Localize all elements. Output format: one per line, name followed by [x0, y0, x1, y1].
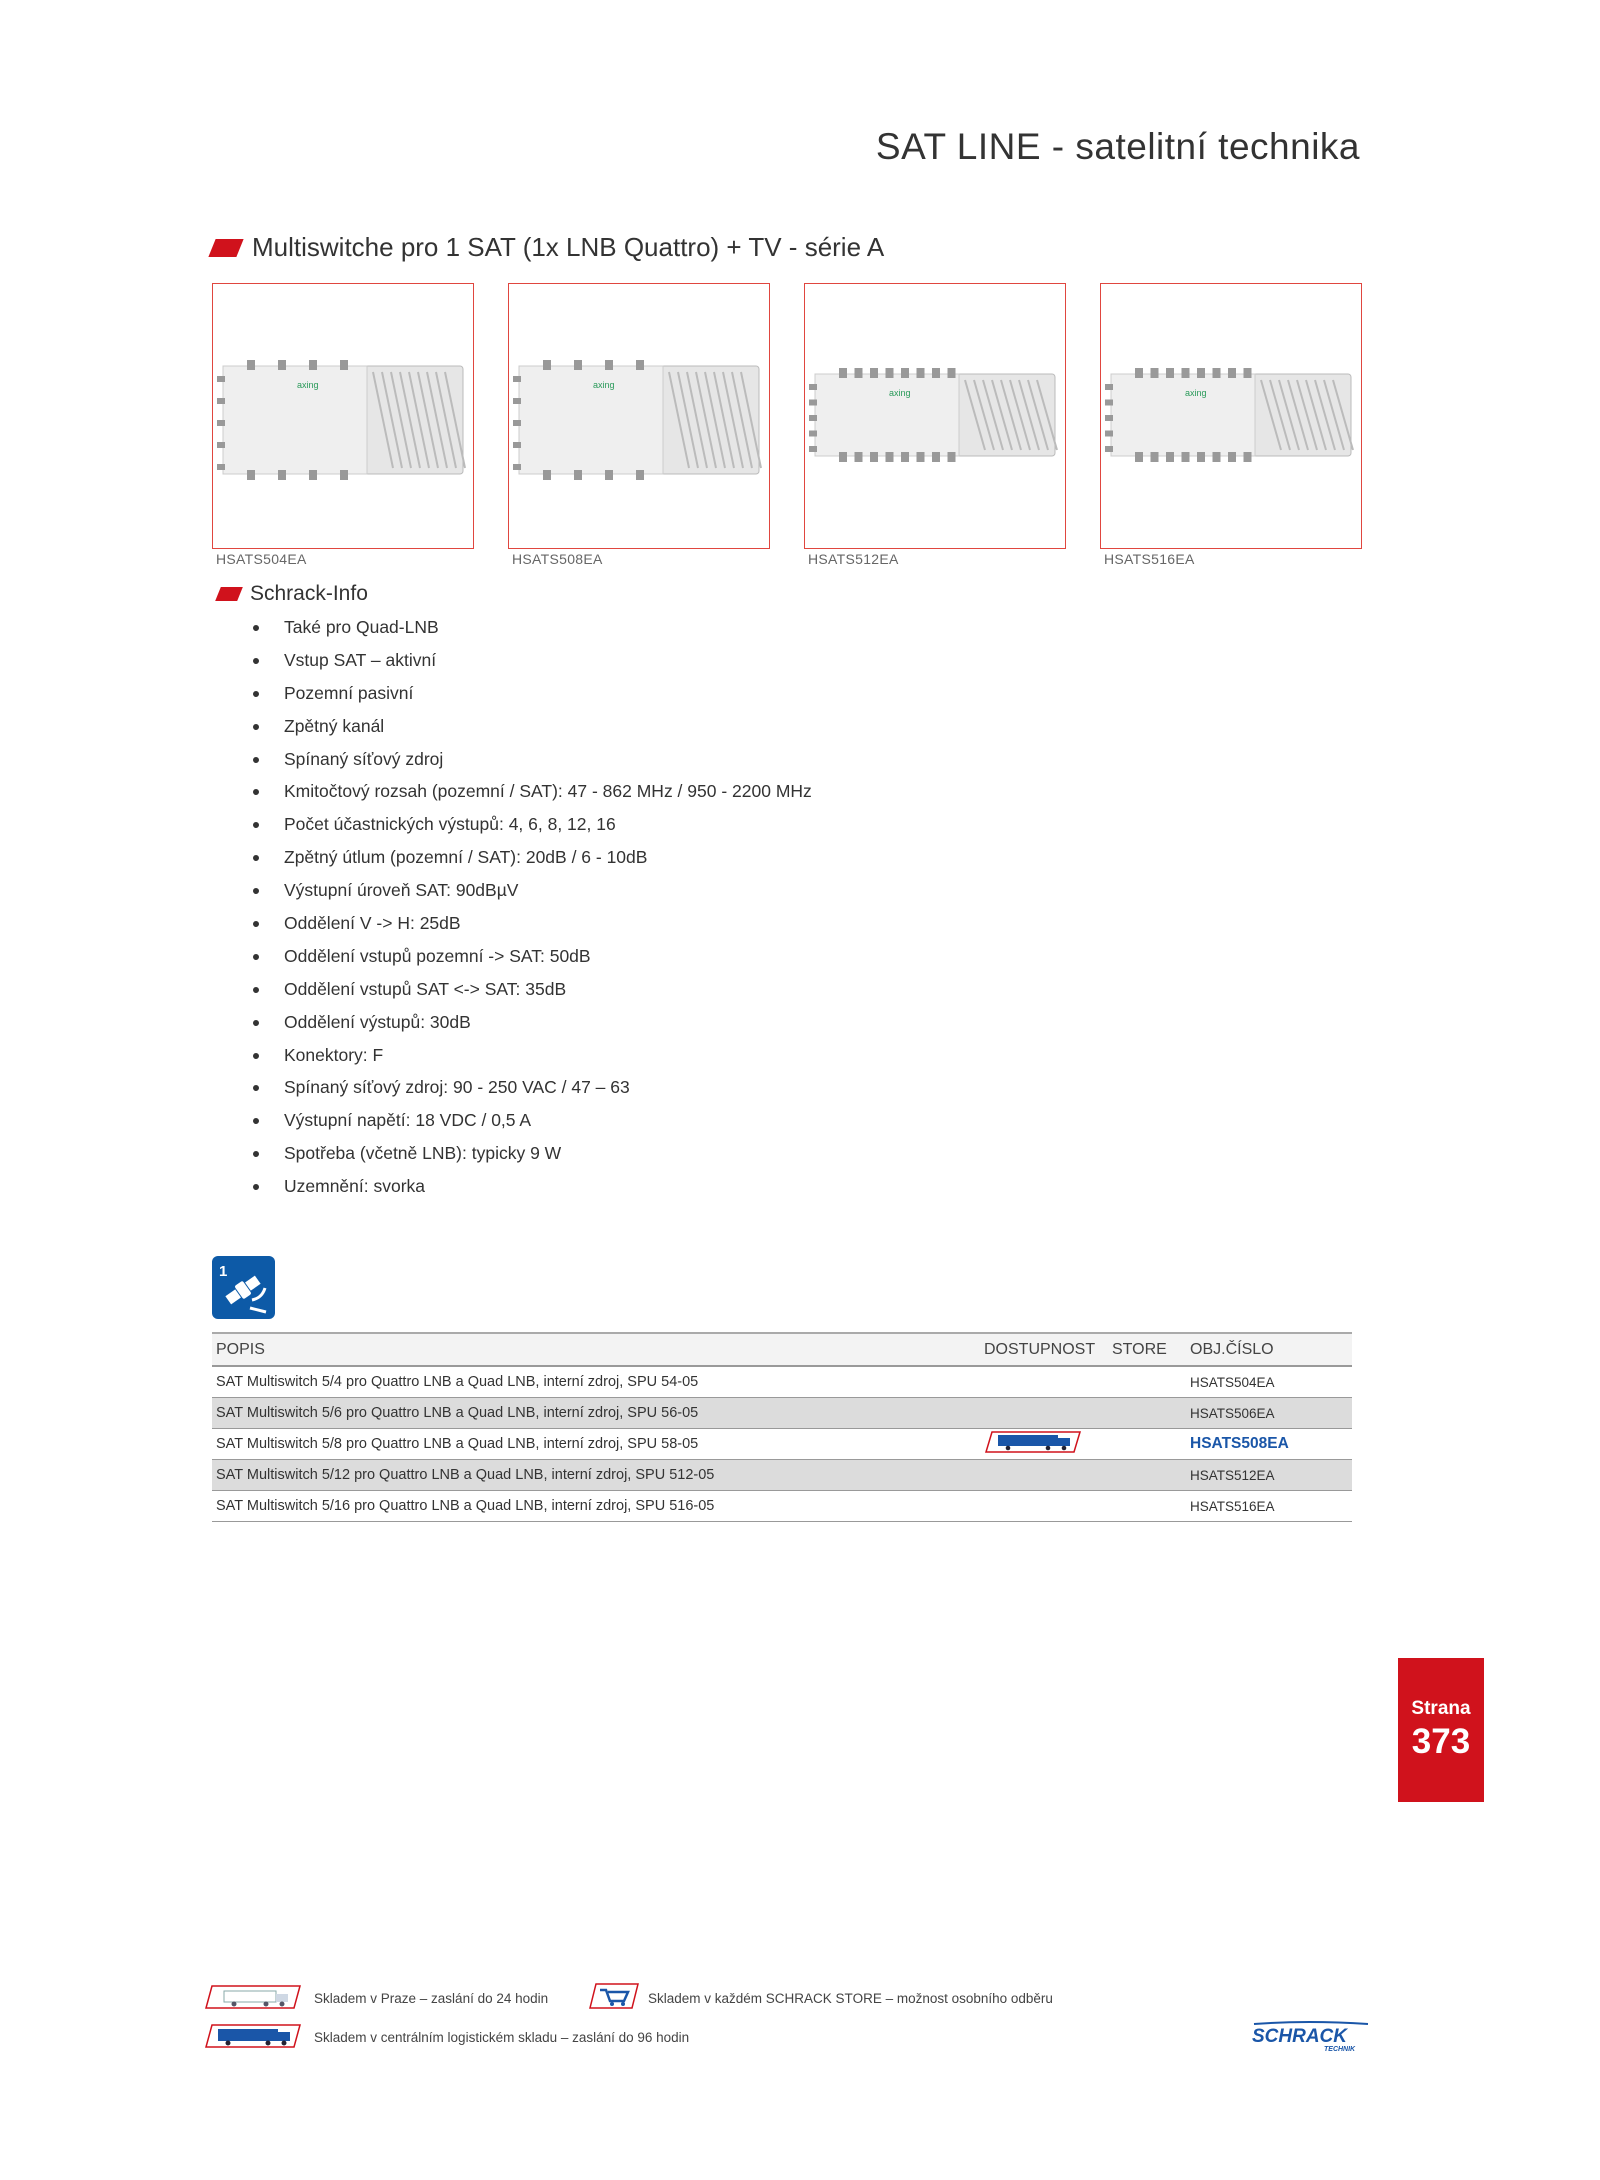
row-availability	[980, 1398, 1108, 1429]
row-store	[1108, 1460, 1186, 1491]
table-row	[212, 1398, 1352, 1429]
legend-store: Skladem v každém SCHRACK STORE – možnost osobního odběru	[648, 1991, 1053, 2006]
row-description: SAT Multiswitch 5/12 pro Quattro LNB a Quad LNB, interní zdroj, SPU 512-05	[212, 1460, 980, 1491]
page-title: SAT LINE - satelitní technika	[875, 126, 1360, 167]
central-warehouse-truck-icon	[204, 2023, 302, 2049]
legend-prague: Skladem v Praze – zaslání do 24 hodin	[314, 1991, 549, 2006]
svg-text:axing: axing	[593, 380, 615, 390]
row-order-number: HSATS512EA	[1186, 1460, 1352, 1491]
svg-text:axing: axing	[889, 388, 911, 398]
info-list-item: Výstupní úroveň SAT: 90dBµV	[250, 879, 812, 912]
table-row	[212, 1491, 1352, 1522]
table-row	[212, 1366, 1352, 1398]
info-list-item: Spínaný síťový zdroj	[250, 748, 812, 781]
product-code-label: HSATS504EA	[216, 551, 307, 567]
row-store	[1108, 1366, 1186, 1398]
row-description: SAT Multiswitch 5/16 pro Quattro LNB a Quad LNB, interní zdroj, SPU 516-05	[212, 1491, 980, 1522]
single-satellite-icon	[212, 1256, 275, 1319]
row-store	[1108, 1429, 1186, 1460]
row-store	[1108, 1398, 1186, 1429]
page-tab-label: Strana	[1411, 1698, 1471, 1719]
info-list-item: Oddělení V -> H: 25dB	[250, 912, 812, 945]
info-list-item: Oddělení vstupů SAT <-> SAT: 35dB	[250, 978, 812, 1011]
info-list	[250, 616, 812, 1208]
product-table	[212, 1332, 1352, 1522]
col-obj-cislo: OBJ.ČÍSLO	[1186, 1333, 1352, 1366]
row-availability	[980, 1429, 1108, 1460]
info-list-item: Spínaný síťový zdroj: 90 - 250 VAC / 47 – 63	[250, 1076, 812, 1109]
red-flag-icon	[208, 239, 243, 257]
svg-text:axing: axing	[297, 380, 319, 390]
row-order-number: HSATS504EA	[1186, 1366, 1352, 1398]
product-image	[804, 283, 1066, 549]
info-list-item: Oddělení výstupů: 30dB	[250, 1011, 812, 1044]
info-list-item: Uzemnění: svorka	[250, 1175, 812, 1208]
section-heading	[212, 232, 884, 263]
info-list-item: Zpětný útlum (pozemní / SAT): 20dB / 6 - 10dB	[250, 846, 812, 879]
product-image	[508, 283, 770, 549]
table-row	[212, 1460, 1352, 1491]
row-order-number: HSATS506EA	[1186, 1398, 1352, 1429]
info-heading-label: Schrack-Info	[250, 582, 368, 605]
page-number-tab	[1398, 1658, 1484, 1802]
section-title: Multiswitche pro 1 SAT (1x LNB Quattro) + TV - série A	[252, 232, 885, 262]
product-image	[212, 283, 474, 549]
row-availability	[980, 1366, 1108, 1398]
store-cart-icon	[588, 1982, 640, 2015]
page-number: 373	[1411, 1722, 1471, 1761]
table-header-row	[212, 1333, 1352, 1366]
product-code-label: HSATS508EA	[512, 551, 603, 567]
row-availability	[980, 1491, 1108, 1522]
info-list-item: Konektory: F	[250, 1044, 812, 1077]
info-list-item: Spotřeba (včetně LNB): typicky 9 W	[250, 1142, 812, 1175]
info-list-item: Zpětný kanál	[250, 715, 812, 748]
info-list-item: Také pro Quad-LNB	[250, 616, 812, 649]
col-popis: POPIS	[212, 1333, 980, 1366]
col-store: STORE	[1108, 1333, 1186, 1366]
schrack-logo	[1248, 2020, 1372, 2059]
info-list-item: Oddělení vstupů pozemní -> SAT: 50dB	[250, 945, 812, 978]
legend-central: Skladem v centrálním logistickém skladu – zaslání do 96 hodin	[314, 2030, 690, 2045]
col-dostupnost: DOSTUPNOST	[980, 1333, 1108, 1366]
info-list-item: Vstup SAT – aktivní	[250, 649, 812, 682]
svg-text:axing: axing	[1185, 388, 1207, 398]
product-image	[1100, 283, 1362, 549]
logo-sub: TECHNIK	[1324, 2046, 1356, 2053]
info-list-item: Pozemní pasivní	[250, 682, 812, 715]
central-warehouse-truck-icon	[984, 1430, 1082, 1454]
product-code-label: HSATS516EA	[1104, 551, 1195, 567]
badge-label: 1	[219, 1263, 228, 1280]
row-availability	[980, 1460, 1108, 1491]
red-flag-icon	[215, 587, 243, 601]
row-description: SAT Multiswitch 5/8 pro Quattro LNB a Quad LNB, interní zdroj, SPU 58-05	[212, 1429, 980, 1460]
logo-name: SCHRACK	[1252, 2026, 1347, 2047]
info-list-item: Počet účastnických výstupů: 4, 6, 8, 12, 16	[250, 813, 812, 846]
row-description: SAT Multiswitch 5/6 pro Quattro LNB a Quad LNB, interní zdroj, SPU 56-05	[212, 1398, 980, 1429]
prague-truck-icon	[204, 1984, 302, 2010]
row-store	[1108, 1491, 1186, 1522]
table-row	[212, 1429, 1352, 1460]
row-order-number: HSATS516EA	[1186, 1491, 1352, 1522]
product-code-label: HSATS512EA	[808, 551, 899, 567]
info-list-item: Výstupní napětí: 18 VDC / 0,5 A	[250, 1109, 812, 1142]
row-description: SAT Multiswitch 5/4 pro Quattro LNB a Quad LNB, interní zdroj, SPU 54-05	[212, 1366, 980, 1398]
info-heading	[218, 582, 368, 606]
info-list-item: Kmitočtový rozsah (pozemní / SAT): 47 - 862 MHz / 950 - 2200 MHz	[250, 780, 812, 813]
row-order-number: HSATS508EA	[1186, 1429, 1352, 1460]
